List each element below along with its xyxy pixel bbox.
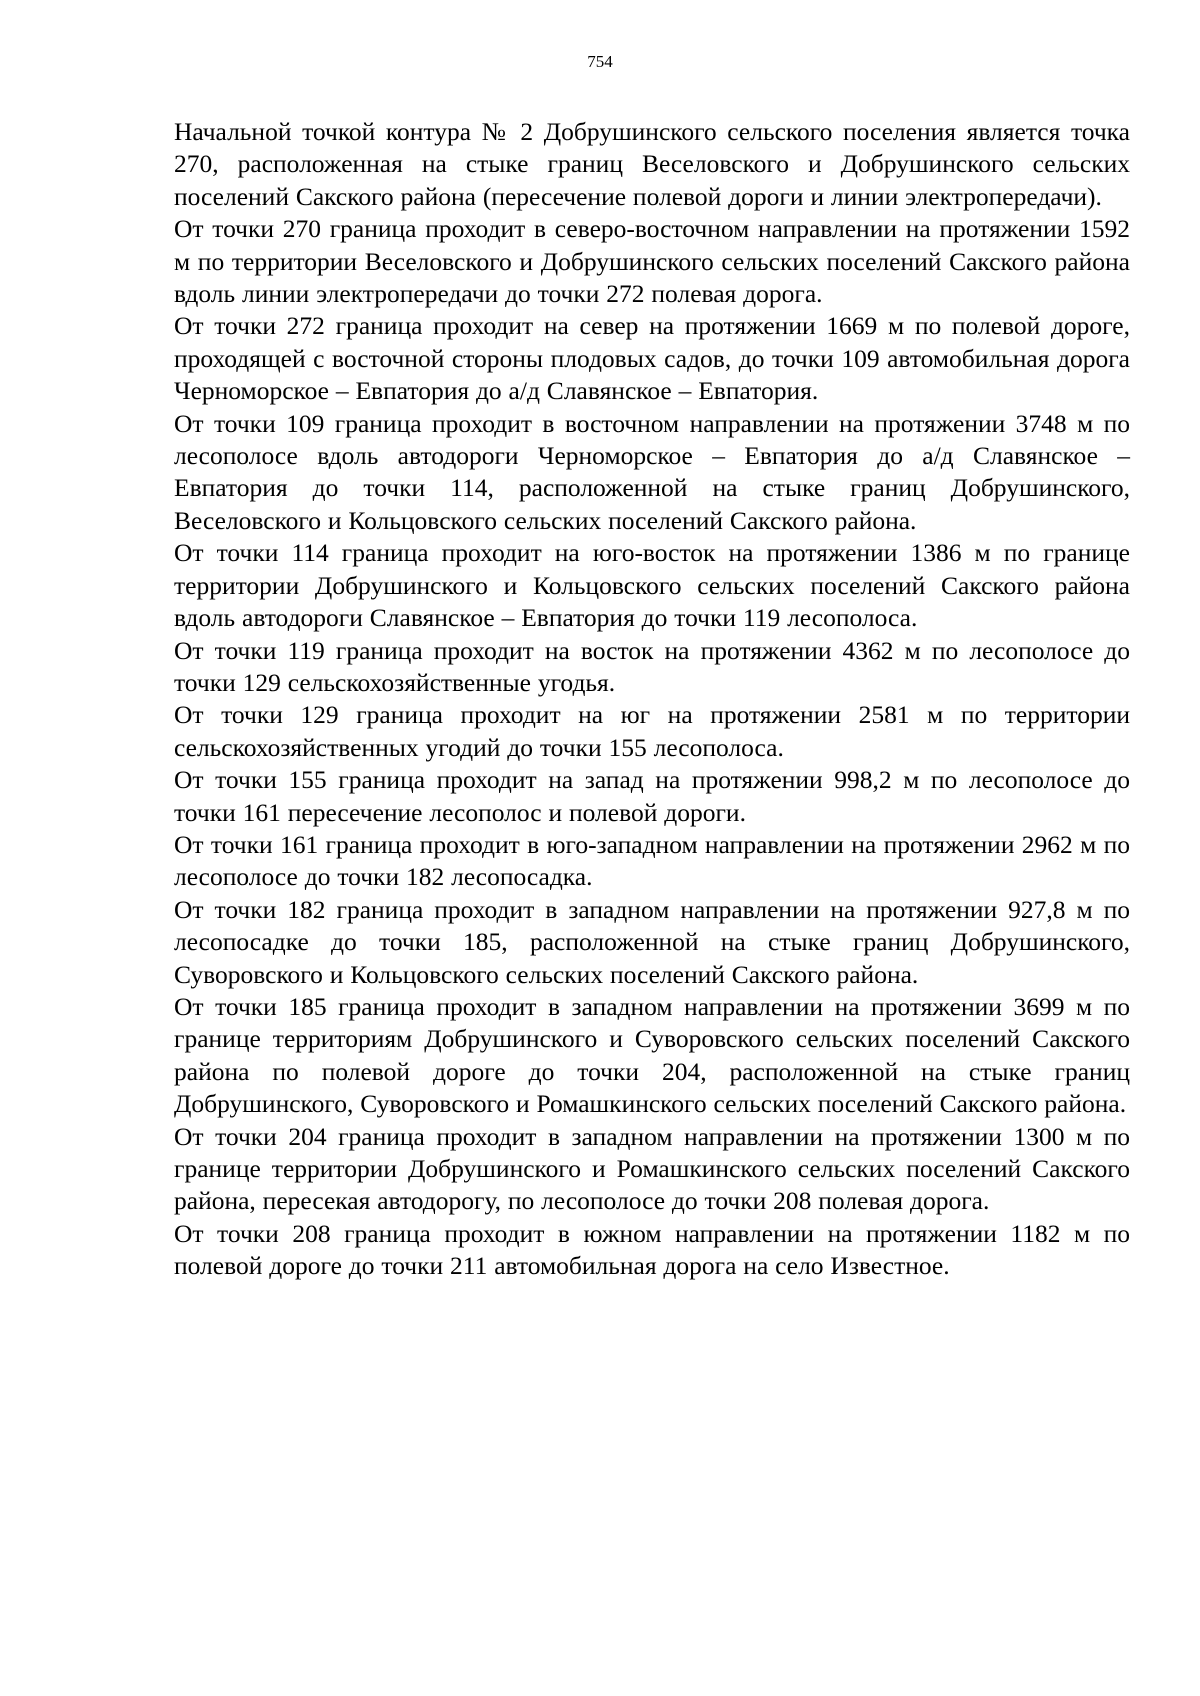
paragraph-point-185: От точки 185 граница проходит в западном направлении на протяжении 3699 м по границе территориям Добрушинского и Суворовского сельских поселений Сакского района по полевой дороге до точки 204, расположенной на стыке границ Добрушинского, Суворовского и Ромашкинского сельских поселений Сакского района. (174, 991, 1130, 1119)
paragraph-point-129: От точки 129 граница проходит на юг на протяжении 2581 м по территории сельскохозяйственных угодий до точки 155 лесополоса. (174, 700, 1130, 762)
paragraph-point-208: От точки 208 граница проходит в южном направлении на протяжении 1182 м по полевой дороге до точки 211 автомобильная дорога на село Известное. (174, 1218, 1130, 1281)
paragraph-point-204: От точки 204 граница проходит в западном направлении на протяжении 1300 м по границе территории Добрушинского и Ромашкинского сельских поселений Сакского района, пересекая автодорогу, по лесополосе до точки 208 полевая дорога. (174, 1121, 1130, 1216)
paragraph-point-114: От точки 114 граница проходит на юго-восток на протяжении 1386 м по границе территории Добрушинского и Кольцовского сельских поселений Сакского района вдоль автодороги Славянское – Евпатория до точки 119 лесополоса. (174, 538, 1130, 633)
paragraph-point-270: От точки 270 граница проходит в северо-восточном направлении на протяжении 1592 м по территории Веселовского и Добрушинского сельских поселений Сакского района вдоль линии электропередачи до точки 272 полевая дорога. (174, 214, 1130, 309)
paragraph-point-272: От точки 272 граница проходит на север на протяжении 1669 м по полевой дороге, проходящей с восточной стороны плодовых садов, до точки 109 автомобильная дорога Черноморское – Евпатория до а/д Славянское – Евпатория. (174, 311, 1130, 406)
page-number: 754 (587, 52, 613, 71)
paragraph-contour-start: Начальной точкой контура № 2 Добрушинского сельского поселения является точка 270, расположенная на стыке границ Веселовского и Добрушинского сельских поселений Сакского района (пересечение полевой дороги и линии электропередачи). (174, 117, 1130, 211)
paragraph-point-161: От точки 161 граница проходит в юго-западном направлении на протяжении 2962 м по лесополосе до точки 182 лесопосадка. (174, 829, 1130, 892)
paragraph-point-109: От точки 109 граница проходит в восточном направлении на протяжении 3748 м по лесополосе вдоль автодороги Черноморское – Евпатория до а/д Славянское – Евпатория до точки 114, расположенной на стыке границ Добрушинского, Веселовского и Кольцовского сельских поселений Сакского района. (174, 408, 1130, 535)
paragraph-point-119: От точки 119 граница проходит на восток на протяжении 4362 м по лесополосе до точки 129 сельскохозяйственные угодья. (174, 635, 1130, 697)
document-body (174, 116, 1130, 1283)
paragraph-point-182: От точки 182 граница проходит в западном направлении на протяжении 927,8 м по лесопосадке до точки 185, расположенной на стыке границ Добрушинского, Суворовского и Кольцовского сельских поселений Сакского района. (174, 894, 1130, 989)
paragraph-point-155: От точки 155 граница проходит на запад на протяжении 998,2 м по лесополосе до точки 161 пересечение лесополос и полевой дороги. (174, 765, 1130, 827)
